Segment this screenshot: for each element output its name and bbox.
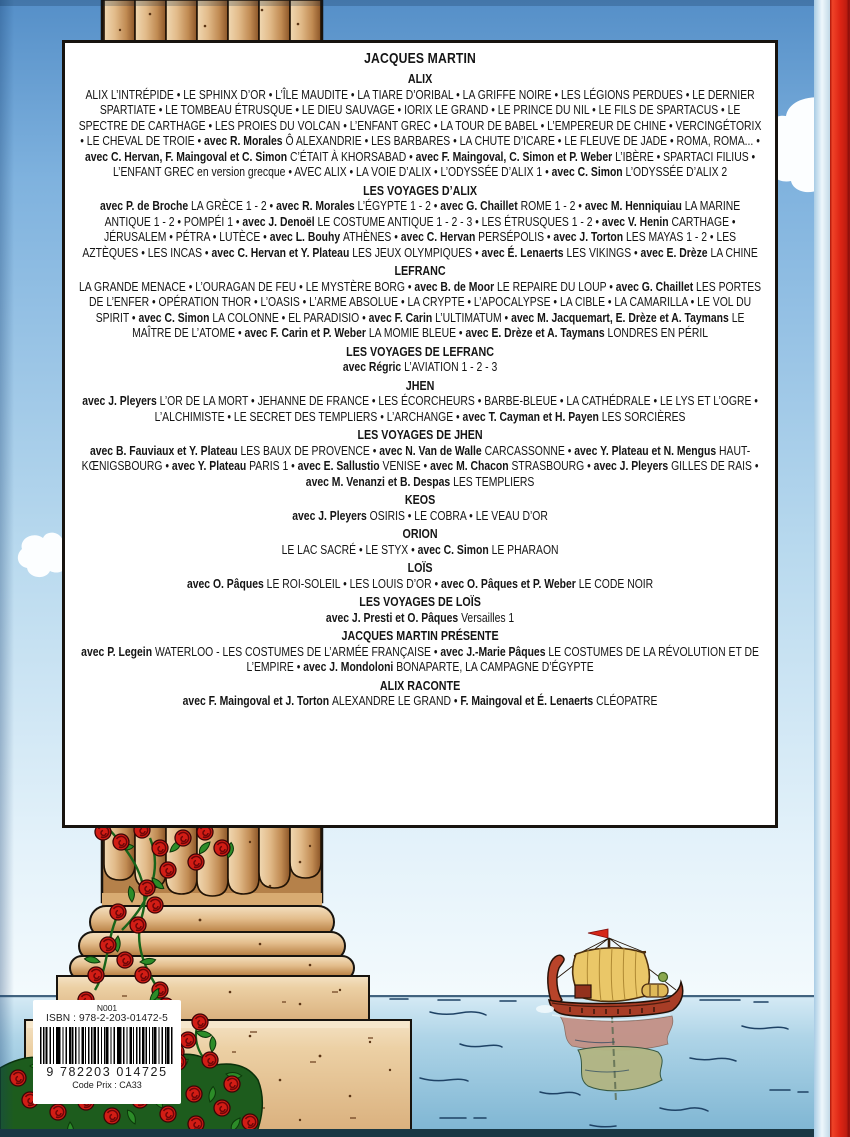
series-section: [77, 526, 763, 557]
series-section: [77, 628, 763, 675]
top-edge-shade: [0, 0, 850, 6]
series-section: [77, 71, 763, 180]
left-edge-shade: [0, 0, 14, 1137]
series-section: [77, 183, 763, 261]
series-albums: avec O. Pâques LE ROI-SOLEIL • LES LOUIS D’OR • avec O. Pâques et P. Weber LE CODE NOIR: [186, 575, 654, 591]
cover-bottom-edge: [0, 1129, 832, 1137]
series-section: [77, 594, 763, 625]
series-section: [77, 344, 763, 375]
series-albums: avec P. Legein WATERLOO - LES COSTUMES DE L’ARMÉE FRANÇAISE • avec J.-Marie Pâques LE COSTUMES DE LA RÉVOLUTION ET DE L’EMPIRE • avec J. Mondoloni BONAPARTE, LA CAMPAGNE D’ÉGYPTE: [81, 643, 759, 674]
series-title: LES VOYAGES DE LEFRANC: [346, 343, 494, 359]
series-albums: LE LAC SACRÉ • LE STYX • avec C. Simon LE PHARAON: [281, 541, 559, 557]
series-title: LES VOYAGES DE JHEN: [357, 427, 483, 442]
series-section: [77, 378, 763, 425]
series-albums: avec P. de Broche LA GRÈCE 1 - 2 • avec R. Morales L’ÉGYPTE 1 - 2 • avec G. Chaillet ROME 1 - 2 • avec M. Henniquiau LA MARINE ANTIQUE 1 - 2 • POMPÉI 1 • avec J. Denoël LE COSTUME ANTIQUE 1 - 2 - 3 • LES ÉTRUSQUES 1 - 2 • avec V. Henin CARTHAGE • JÉRUSALEM • PÉTRA • LUTÈCE • avec L. Bouhy ATHÈNES • avec C. Hervan PERSÉPOLIS • avec J. Torton LES MAYAS 1 - 2 • LES AZTÈQUES • LES INCAS • avec C. Hervan et Y. Plateau LES JEUX OLYMPIQUES • avec É. Lenaerts LES VIKINGS • avec E. Drèze LA CHINE: [82, 198, 758, 260]
series-section: [77, 678, 763, 709]
series-title: ORION: [402, 526, 438, 541]
series-albums: LA GRANDE MENACE • L’OURAGAN DE FEU • LE MYSTÈRE BORG • avec B. de Moor LE REPAIRE DU LOUP • avec G. Chaillet LES PORTES DE L’ENFER • OPÉRATION THOR • L’OASIS • L’ARME ABSOLUE • LA CRYPTE • L’APOCALYPSE • LA CIBLE • LA CAMARILLA • LE VOL DU SPIRIT • avec C. Simon LA COLONNE • EL PARADISIO • avec F. Carin L’ULTIMATUM • avec M. Jacquemart, E. Drèze et A. Taymans LE MAÎTRE DE L’ATOME • avec F. Carin et P. Weber LA MOMIE BLEUE • avec E. Drèze et A. Taymans LONDRES EN PÉRIL: [79, 278, 762, 340]
series-title: LEFRANC: [394, 263, 446, 278]
series-section: [77, 263, 763, 341]
series-section: [77, 427, 763, 489]
series-albums: avec F. Maingoval et J. Torton ALEXANDRE LE GRAND • F. Maingoval et É. Lenaerts CLÉOPATRE: [182, 693, 658, 708]
series-title: JHEN: [405, 377, 435, 393]
series-title: LES VOYAGES D’ALIX: [363, 182, 477, 198]
series-albums: avec B. Fauviaux et Y. Plateau LES BAUX DE PROVENCE • avec N. Van de Walle CARCASSONNE • avec Y. Plateau et N. Mengus HAUT-KŒNIGSBOURG • avec Y. Plateau PARIS 1 • avec E. Sallustio VENISE • avec M. Chacon STRASBOURG • avec J. Pleyers GILLES DE RAIS • avec M. Venanzi et B. Despas LES TEMPLIERS: [81, 442, 759, 489]
spine-fold-highlight: [814, 0, 830, 1137]
barcode-bars-icon: [40, 1027, 174, 1064]
series-title: ALIX: [407, 71, 433, 86]
series-albums: avec J. Presti et O. Pâques Versailles 1: [325, 609, 515, 625]
series-title: ALIX RACONTE: [379, 677, 461, 693]
series-sections: [77, 71, 763, 709]
author-title: JACQUES MARTIN: [364, 50, 477, 67]
series-albums: avec J. Pleyers OSIRIS • LE COBRA • LE VEAU D’OR: [292, 507, 548, 523]
code-prix: Code Prix : CA33: [72, 1080, 142, 1090]
series-section: [77, 492, 763, 523]
series-title: KEOS: [404, 492, 436, 507]
series-section: [77, 560, 763, 591]
series-title: JACQUES MARTIN PRÉSENTE: [341, 628, 499, 643]
series-title: LES VOYAGES DE LOÏS: [359, 594, 481, 609]
print-code: N001: [96, 1003, 118, 1013]
book-spine: [830, 0, 850, 1137]
barcode-label: [33, 1000, 181, 1104]
series-title: LOÏS: [407, 560, 433, 575]
series-albums: avec J. Pleyers L’OR DE LA MORT • JEHANNE DE FRANCE • LES ÉCORCHEURS • BARBE-BLEUE • LA CATHÉDRALE • LE LYS ET L’OGRE • L’ALCHIMISTE • LE SECRET DES TEMPLIERS • L’ARCHANGE • avec T. Cayman et H. Payen LES SORCIÈRES: [82, 393, 758, 424]
albums-list: [77, 50, 763, 709]
series-albums: avec Régric L’AVIATION 1 - 2 - 3: [342, 359, 498, 374]
isbn-number: ISBN : 978-2-203-01472-5: [46, 1013, 168, 1024]
series-albums: ALIX L’INTRÉPIDE • LE SPHINX D’OR • L’ÎLE MAUDITE • LA TIARE D’ORIBAL • LA GRIFFE NOIRE • LES LÉGIONS PERDUES • LE DERNIER SPARTIATE • LE TOMBEAU ÉTRUSQUE • LE DIEU SAUVAGE • IORIX LE GRAND • LE PRINCE DU NIL • LE FILS DE SPARTACUS • LE SPECTRE DE CARTHAGE • LES PROIES DU VOLCAN • L’ENFANT GREC • LA TOUR DE BABEL • L’EMPEREUR DE CHINE • VERCINGÉTORIX • LE CHEVAL DE TROIE • avec R. Morales Ô ALEXANDRIE • LES BARBARES • LA CHUTE D’ICARE • LE FLEUVE DE JADE • ROMA, ROMA... • avec C. Hervan, F. Maingoval et C. Simon C’ÉTAIT À KHORSABAD • avec F. Maingoval, C. Simon et P. Weber L’IBÈRE • SPARTACI FILIUS • L’ENFANT GREC en version grecque • AVEC ALIX • LA VOIE D’ALIX • L’ODYSSÉE D’ALIX 1 • avec C. Simon L’ODYSSÉE D’ALIX 2: [78, 86, 762, 179]
ean-digits: 9 782203 014725: [46, 1065, 168, 1079]
albums-panel: [62, 40, 778, 828]
